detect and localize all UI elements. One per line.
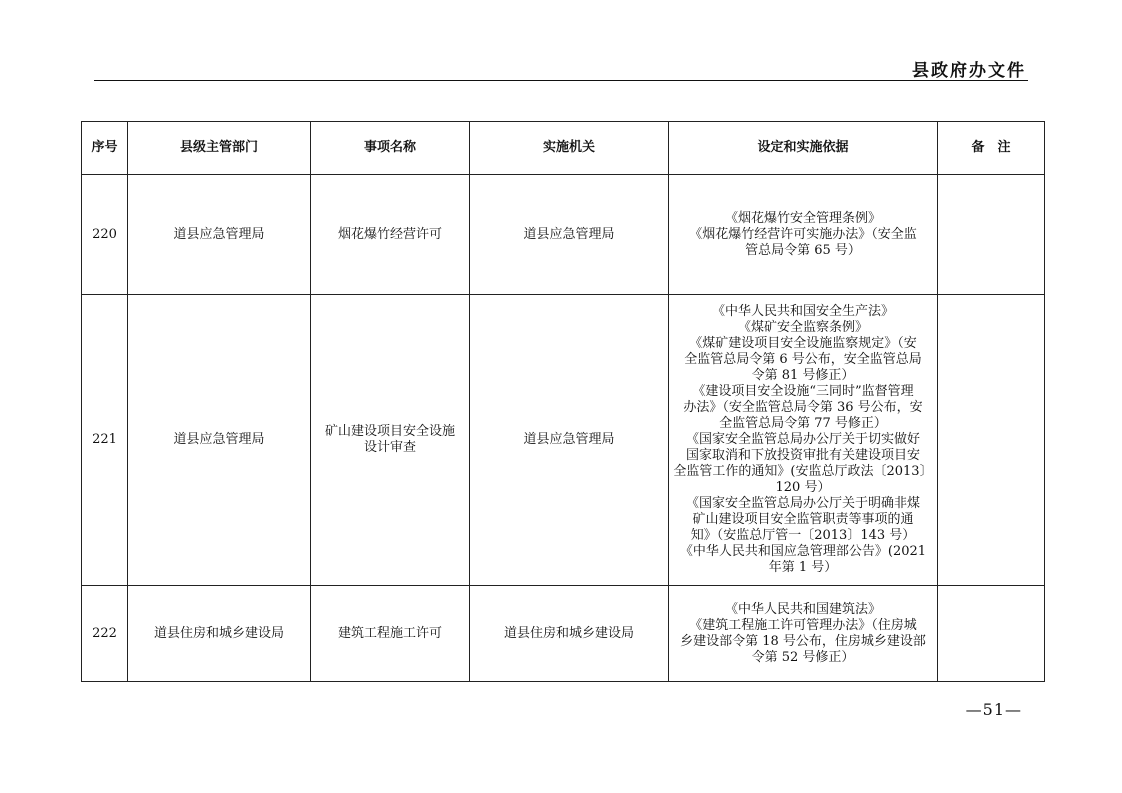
row-department: 道县应急管理局 xyxy=(128,175,311,295)
row-number: 222 xyxy=(82,586,128,682)
basis-line: 《煤矿安全监察条例》 xyxy=(737,320,868,335)
basis-line: 令第 52 号修正） xyxy=(751,649,855,665)
basis-line: 全监管总局令第 77 号修正） xyxy=(719,416,887,431)
basis-line: 《中华人民共和国安全生产法》 xyxy=(711,304,894,319)
row-agency: 道县应急管理局 xyxy=(470,295,669,586)
column-header-no: 序号 xyxy=(82,122,128,175)
basis-line: 120 号） xyxy=(775,480,831,495)
column-header-agency: 实施机关 xyxy=(470,122,669,175)
basis-line: 《中华人民共和国应急管理部公告》(2021 xyxy=(679,544,927,559)
table-header-row xyxy=(82,122,1045,175)
row-remarks xyxy=(938,175,1045,295)
row-agency: 道县住房和城乡建设局 xyxy=(470,586,669,682)
basis-line: 管总局令第 65 号） xyxy=(745,242,861,258)
basis-line: 国家取消和下放投资审批有关建设项目安 xyxy=(685,448,920,463)
row-department: 道县应急管理局 xyxy=(128,295,311,586)
basis-line: 年第 1 号） xyxy=(768,560,838,575)
basis-line: 办法》（安全监管总局令第 36 号公布，安 xyxy=(683,400,923,415)
table-row xyxy=(82,586,1045,682)
row-item-name: 建筑工程施工许可 xyxy=(311,586,470,682)
row-item-name: 矿山建设项目安全设施设计审查 xyxy=(311,295,470,586)
table-row xyxy=(82,295,1045,586)
basis-line: 全监管总局令第 6 号公布，安全监管总局 xyxy=(684,352,922,367)
basis-line: 《国家安全监管总局办公厅关于切实做好 xyxy=(685,432,920,447)
row-remarks xyxy=(938,295,1045,586)
basis-line: 《建筑工程施工许可管理办法》（住房城 xyxy=(689,617,917,633)
column-header-department: 县级主管部门 xyxy=(128,122,311,175)
page-number: —51— xyxy=(965,700,1022,719)
row-basis xyxy=(669,586,938,682)
basis-line: 《中华人民共和国建筑法》 xyxy=(724,601,881,617)
row-basis xyxy=(669,295,938,586)
document-header-title: 县政府办文件 xyxy=(912,61,1026,81)
row-item-name: 烟花爆竹经营许可 xyxy=(311,175,470,295)
basis-line: 《建设项目安全设施“三同时”监督管理 xyxy=(692,384,914,399)
basis-line: 《烟花爆竹经营许可实施办法》（安全监 xyxy=(689,226,917,242)
row-remarks xyxy=(938,586,1045,682)
basis-line: 《煤矿建设项目安全设施监察规定》（安 xyxy=(689,336,917,351)
basis-line: 矿山建设项目安全监管职责等事项的通 xyxy=(692,512,914,527)
basis-line: 令第 81 号修正） xyxy=(751,368,855,383)
basis-line: 《国家安全监管总局办公厅关于明确非煤 xyxy=(685,496,920,511)
column-header-remarks: 备 注 xyxy=(938,122,1045,175)
basis-line: 乡建设部令第 18 号公布，住房城乡建设部 xyxy=(680,633,926,649)
column-header-basis: 设定和实施依据 xyxy=(669,122,938,175)
basis-line: 全监管工作的通知》(安监总厅政法〔2013〕 xyxy=(673,464,933,479)
row-number: 220 xyxy=(82,175,128,295)
column-header-item: 事项名称 xyxy=(311,122,470,175)
row-agency: 道县应急管理局 xyxy=(470,175,669,295)
row-basis xyxy=(669,175,938,295)
row-department: 道县住房和城乡建设局 xyxy=(128,586,311,682)
header-rule xyxy=(94,80,1028,81)
items-table xyxy=(81,121,1045,682)
basis-line: 《烟花爆竹安全管理条例》 xyxy=(724,210,881,226)
table-row xyxy=(82,175,1045,295)
row-number: 221 xyxy=(82,295,128,586)
basis-line: 知》（安监总厅管一〔2013〕143 号） xyxy=(690,528,916,543)
